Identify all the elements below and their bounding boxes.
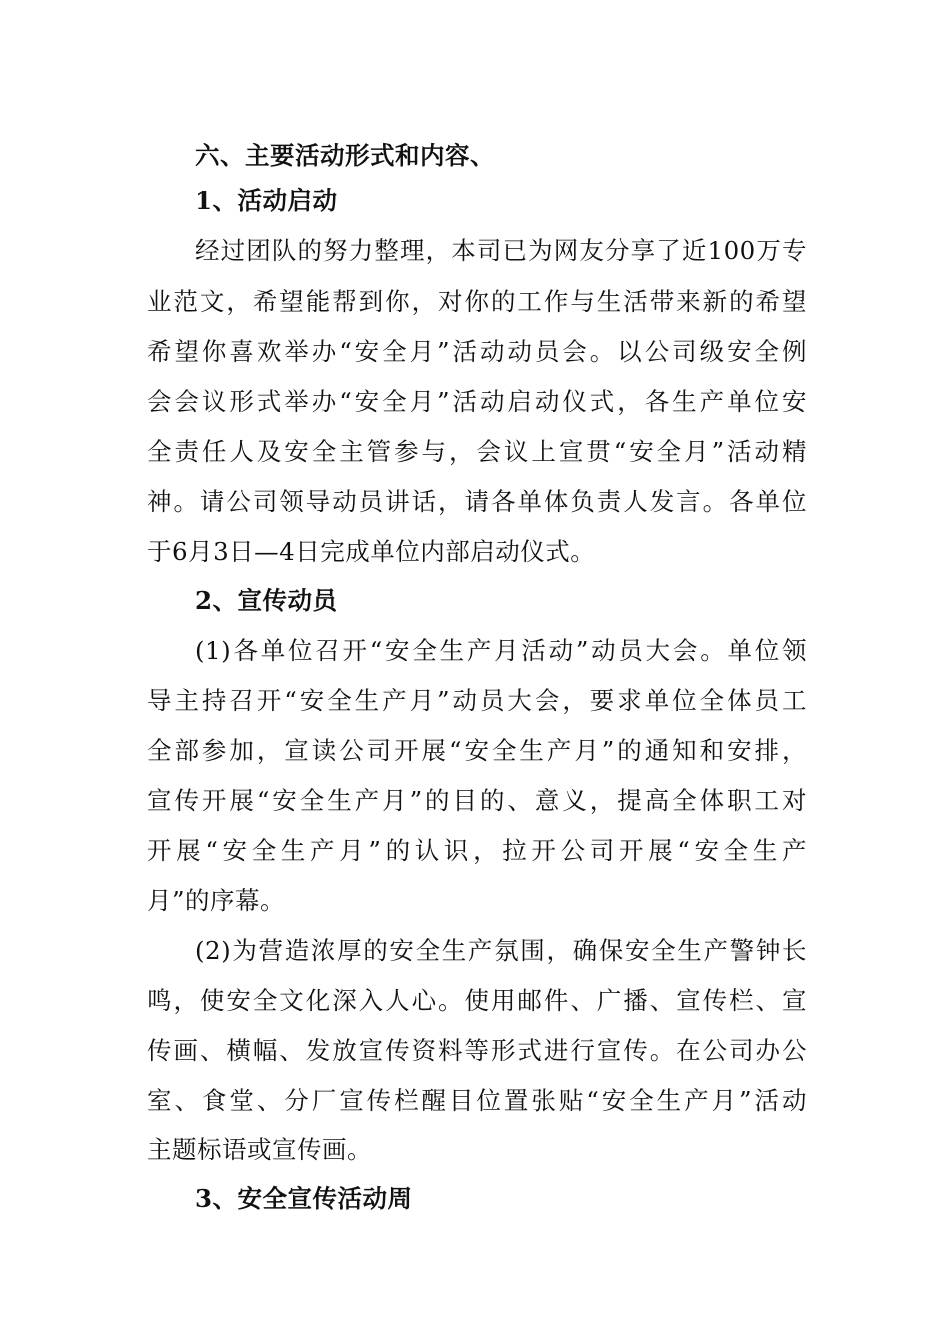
paragraph-line: 于6月3日—4日完成单位内部启动仪式。	[147, 537, 596, 566]
subsection-title-activity-launch: 1、活动启动	[195, 186, 338, 215]
paragraph-line: 开展“安全生产月”的认识，拉开公司开展“安全生产	[147, 836, 807, 865]
subsection-title-safety-week: 3、安全宣传活动周	[195, 1184, 413, 1213]
paragraph-line: (2)为营造浓厚的安全生产氛围，确保安全生产警钟长	[195, 936, 807, 965]
paragraph-line: 月”的序幕。	[147, 886, 286, 915]
paragraph-line: 经过团队的努力整理，本司已为网友分享了近100万专	[195, 236, 807, 265]
paragraph-line: 传画、横幅、发放宣传资料等形式进行宣传。在公司办公	[147, 1036, 807, 1065]
paragraph-line: 全责任人及安全主管参与，会议上宣贯“安全月”活动精	[147, 437, 807, 466]
paragraph-line: 室、食堂、分厂宣传栏醒目位置张贴“安全生产月”活动	[147, 1086, 807, 1115]
paragraph-line: 全部参加，宣读公司开展“安全生产月”的通知和安排，	[147, 736, 807, 765]
paragraph-line: 希望你喜欢举办“安全月”活动动员会。以公司级安全例	[147, 337, 807, 366]
section-title: 六、主要活动形式和内容、	[195, 141, 495, 170]
paragraph-line: (1)各单位召开“安全生产月活动”动员大会。单位领	[195, 636, 807, 665]
paragraph-line: 会会议形式举办“安全月”活动启动仪式，各生产单位安	[147, 387, 807, 416]
paragraph-line: 导主持召开“安全生产月”动员大会，要求单位全体员工	[147, 686, 807, 715]
paragraph-line: 宣传开展“安全生产月”的目的、意义，提高全体职工对	[147, 786, 807, 815]
paragraph-line: 主题标语或宣传画。	[147, 1135, 372, 1164]
subsection-title-publicity: 2、宣传动员	[195, 586, 338, 615]
paragraph-line: 神。请公司领导动员讲话，请各单体负责人发言。各单位	[147, 487, 807, 516]
paragraph-line: 鸣，使安全文化深入人心。使用邮件、广播、宣传栏、宣	[147, 986, 807, 1015]
paragraph-line: 业范文，希望能帮到你，对你的工作与生活带来新的希望	[147, 287, 807, 316]
